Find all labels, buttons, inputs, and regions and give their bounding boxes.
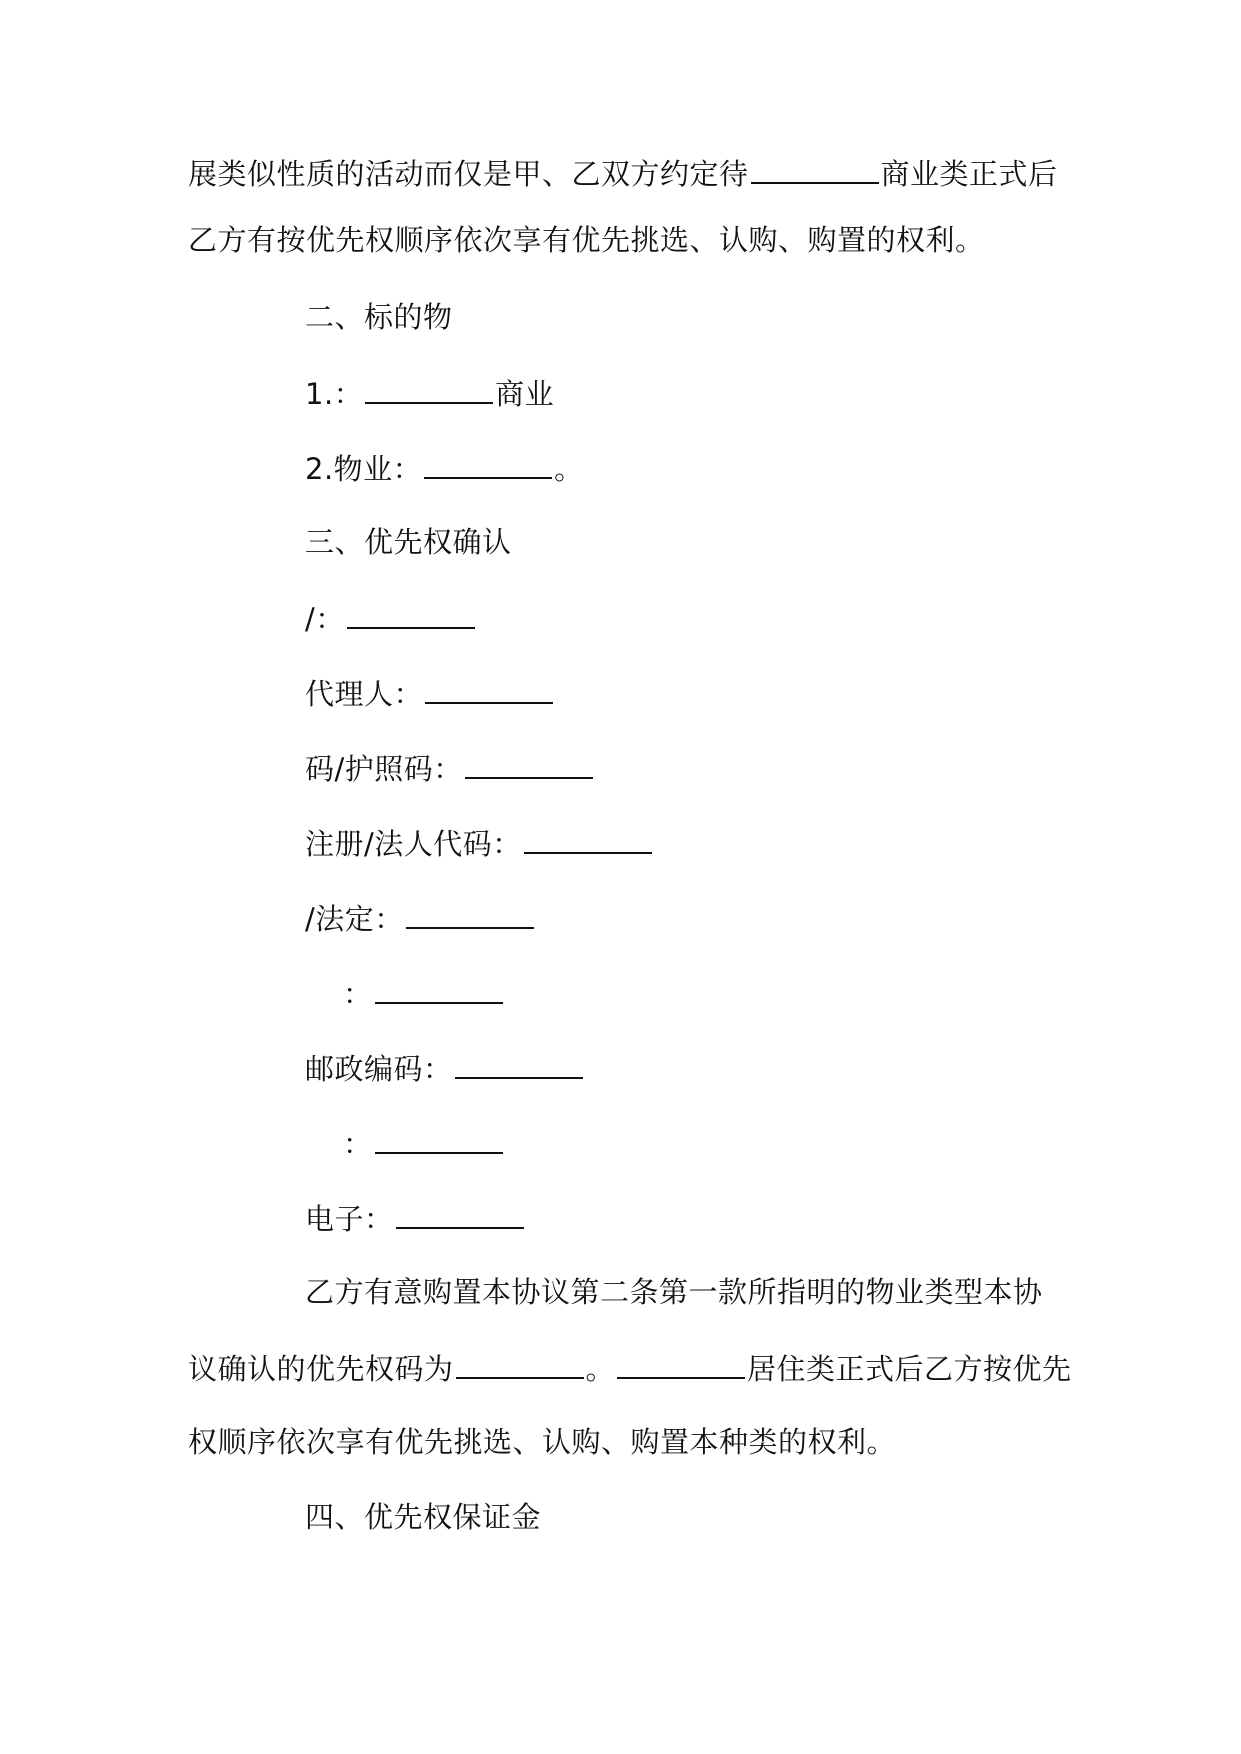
field-label: 代理人： [305,677,424,711]
heading-text: 三、优先权确认 [305,525,512,559]
fill-in-blank [425,672,553,704]
paragraph-2-line-3 [188,1422,896,1462]
field-label: ： [343,977,373,1011]
field-label: /法定： [305,902,404,936]
field-legal [305,897,536,939]
item-text: 。 [554,452,584,486]
section-heading-4 [305,1497,541,1537]
paragraph-text: 居住类正式后乙方按优先 [747,1352,1072,1386]
fill-in-blank [424,447,552,479]
paragraph-1-line-2 [188,220,985,260]
item-1 [305,372,554,414]
paragraph-text: 权顺序依次享有优先挑选、认购、购置本种类的权利。 [188,1425,897,1459]
paragraph-text: 议确认的优先权码为 [188,1352,454,1386]
fill-in-blank [396,1197,524,1229]
section-heading-3 [305,522,512,562]
field-postcode [305,1047,585,1089]
heading-text: 二、标的物 [305,300,453,334]
fill-in-blank [365,372,493,404]
field-email [305,1197,526,1239]
fill-in-blank [524,822,652,854]
fill-in-blank [617,1347,745,1379]
field-label: ： [343,1127,373,1161]
paragraph-1-line-1 [188,152,1058,194]
paragraph-2-line-1 [305,1272,1043,1312]
field-label: 邮政编码： [305,1052,453,1086]
paragraph-text: 商业类正式后 [880,157,1058,191]
fill-in-blank [456,1347,584,1379]
item-text: 商业 [495,377,555,411]
paragraph-text: 乙方有意购置本协议第二条第一款所指明的物业类型本协 [305,1275,1043,1309]
field-label: /： [305,602,345,636]
fill-in-blank [375,1122,503,1154]
paragraph-text: 乙方有按优先权顺序依次享有优先挑选、认购、购置的权利。 [188,223,985,257]
fill-in-blank [465,747,593,779]
fill-in-blank [751,152,879,184]
item-2 [305,447,584,489]
field-blank-1 [343,972,505,1014]
field-slash [305,597,477,639]
field-register [305,822,654,864]
item-label: 1.： [305,377,364,411]
item-label: 2.物业： [305,452,423,486]
field-agent [305,672,555,714]
field-label: 注册/法人代码： [305,827,522,861]
fill-in-blank [347,597,475,629]
fill-in-blank [406,897,534,929]
paragraph-text: 。 [585,1352,616,1386]
paragraph-text: 展类似性质的活动而仅是甲、乙双方约定待 [188,157,749,191]
field-passport [305,747,595,789]
section-heading-2 [305,297,453,337]
fill-in-blank [455,1047,583,1079]
field-blank-2 [343,1122,505,1164]
field-label: 码/护照码： [305,752,463,786]
heading-text: 四、优先权保证金 [305,1500,542,1534]
paragraph-2-line-2 [188,1347,1072,1389]
fill-in-blank [375,972,503,1004]
field-label: 电子： [305,1202,394,1236]
